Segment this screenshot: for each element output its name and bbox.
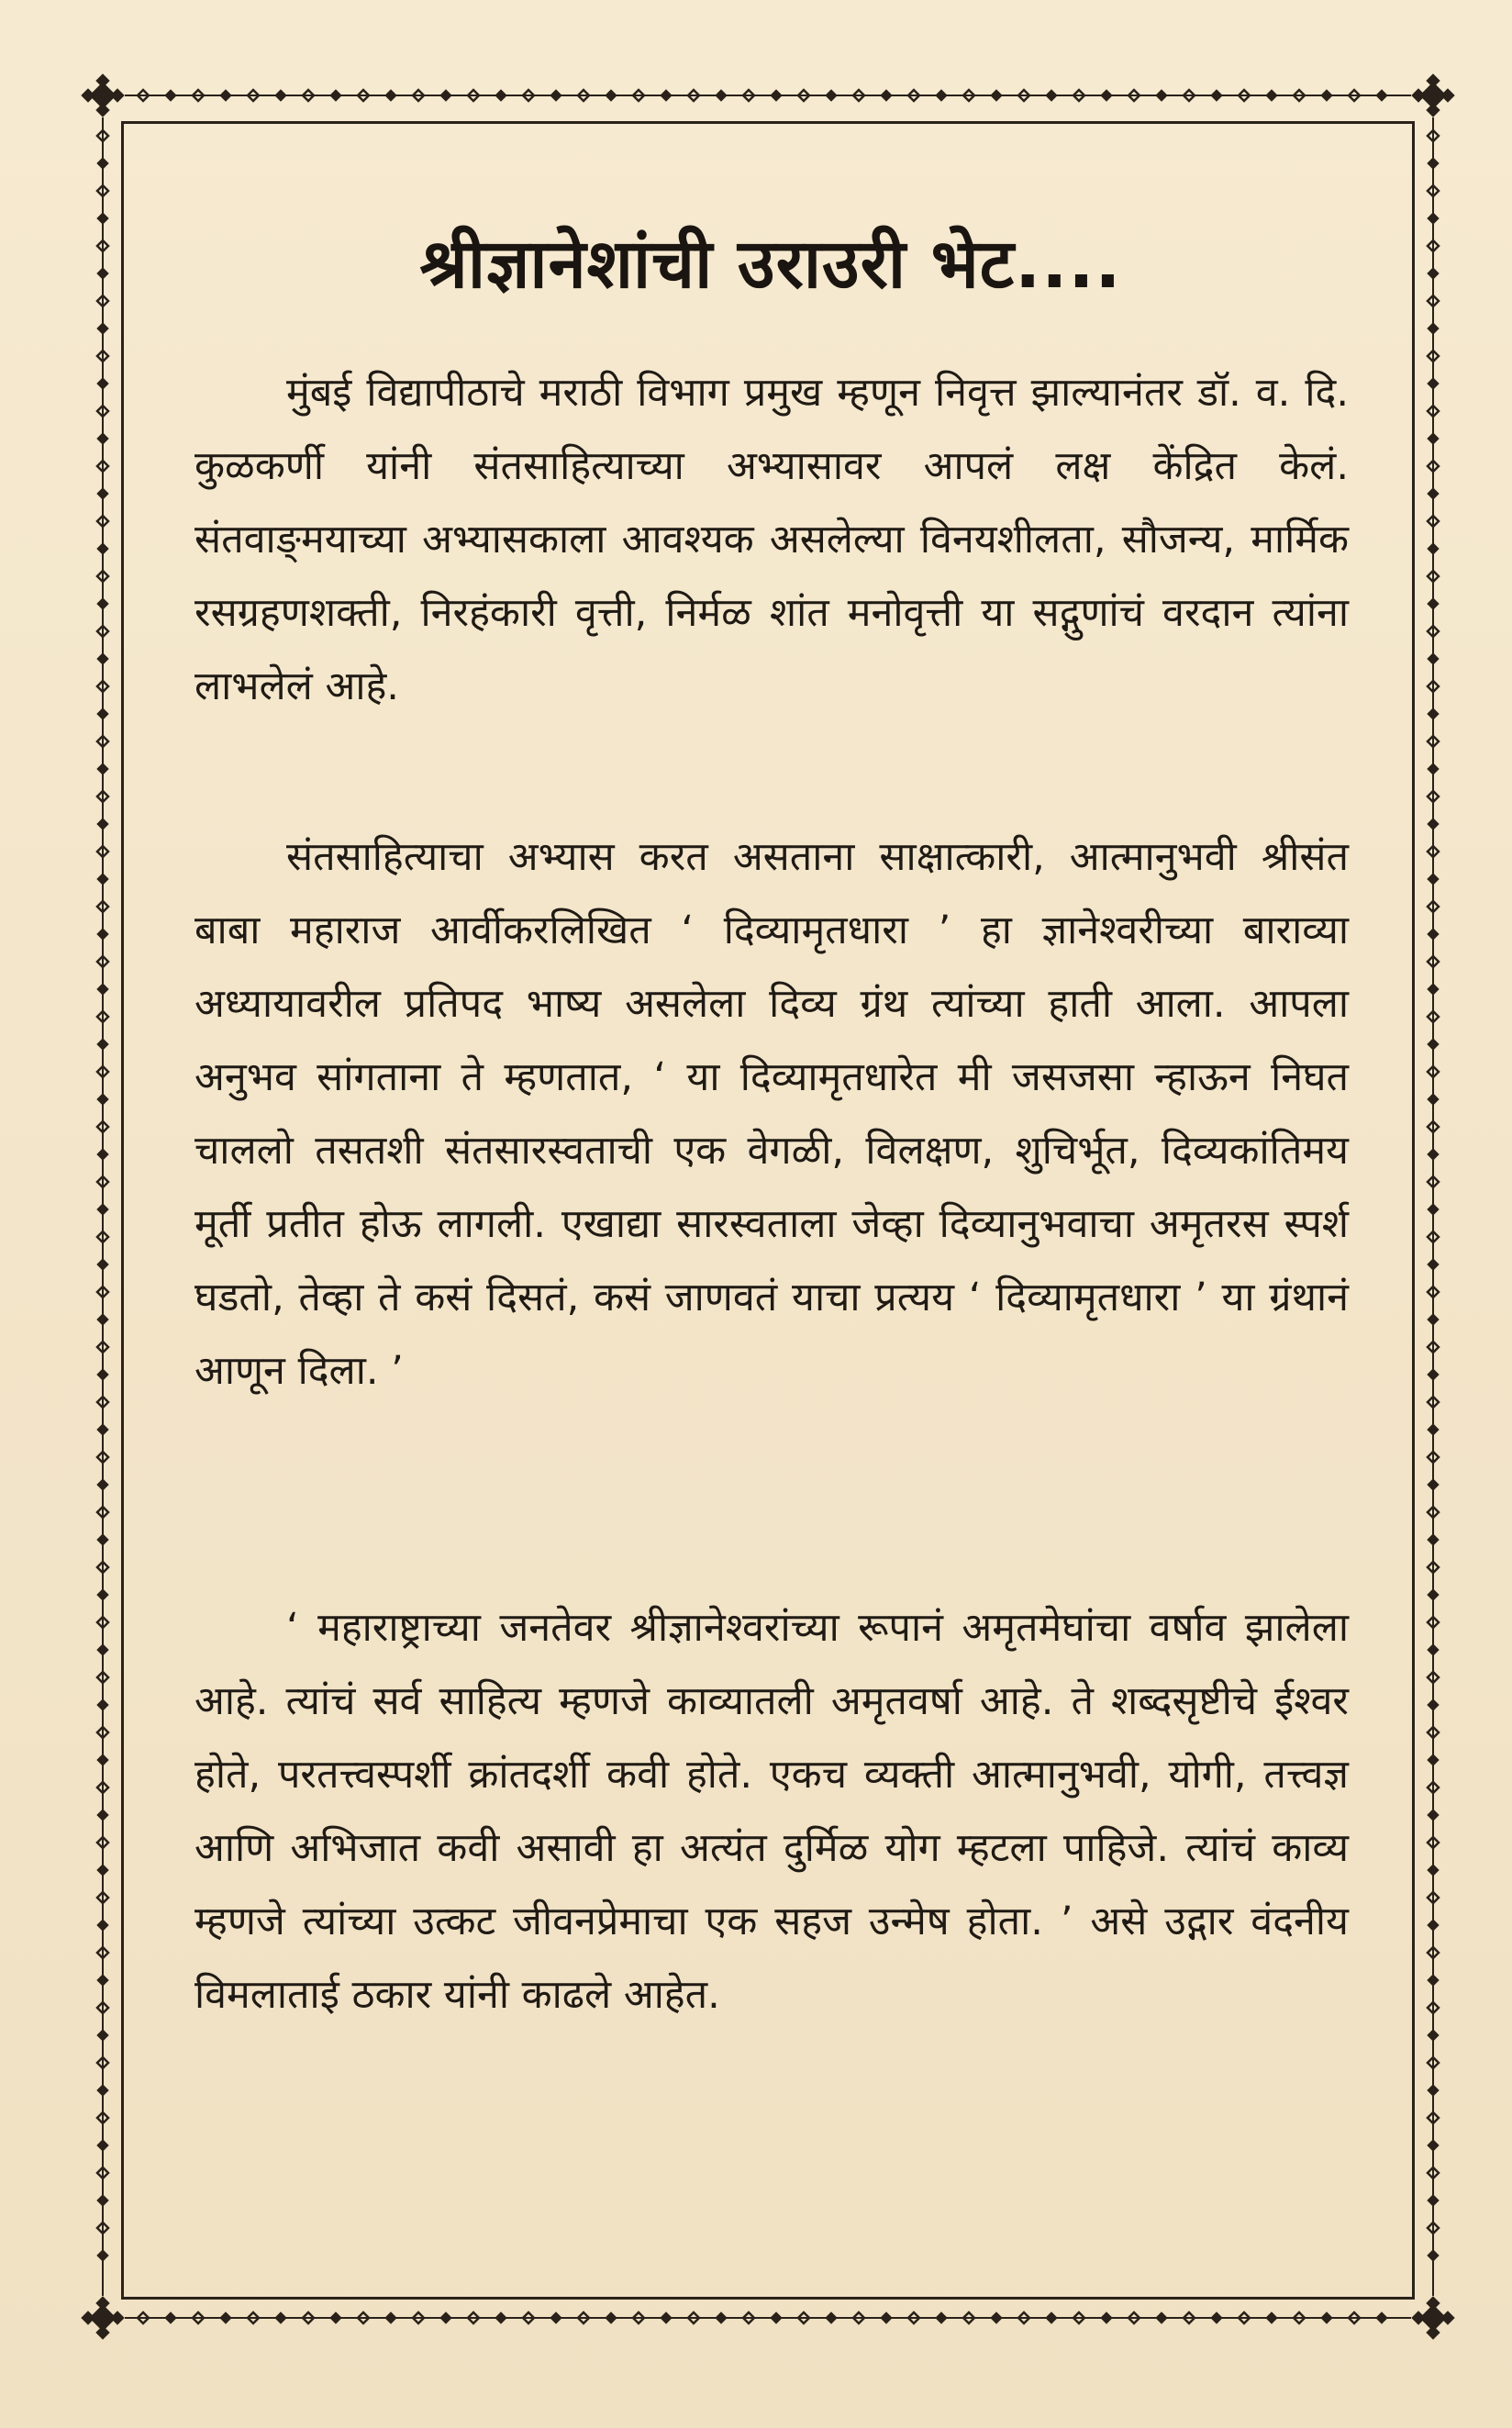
border-diamond-icon	[1428, 433, 1439, 444]
border-diamond-icon	[275, 90, 286, 101]
border-diamond-icon	[97, 1699, 108, 1710]
border-diamond-icon	[385, 90, 396, 101]
border-diamond-icon	[716, 2312, 727, 2323]
border-diamond-icon	[97, 1644, 108, 1655]
border-diamond-icon	[82, 89, 94, 102]
border-diamond-icon	[1046, 2312, 1057, 2323]
border-diamond-icon	[97, 1314, 108, 1325]
border-diamond-icon	[716, 90, 727, 101]
border-diamond-icon	[97, 543, 108, 554]
paragraph-text: मुंबई विद्यापीठाचे मराठी विभाग प्रमुख म्हणून निवृत्त झाल्यानंतर डॉ. व. दि. कुळकर्णी यांनी संतसाहित्याच्या अभ्यासावर आपलं लक्ष केंद्रित केलं. संतवाङ्‍मयाच्या अभ्यासकाला आवश्यक असलेल्या विनयशीलता, सौजन्य, मार्मिक रसग्रहणशक्ती, निरहंकारी वृत्ती, निर्मळ शांत मनोवृत्ती या सद्गुणांचं वरदान त्यांना लाभलेलं आहे.	[195, 370, 1349, 709]
border-diamond-icon	[97, 323, 108, 334]
border-diamond-icon	[826, 2312, 837, 2323]
border-diamond-icon	[881, 2312, 892, 2323]
border-diamond-icon	[1428, 598, 1439, 609]
border-diamond-icon	[1428, 929, 1439, 940]
border-diamond-icon	[1428, 158, 1439, 169]
border-diamond-icon	[330, 2312, 341, 2323]
border-diamond-icon	[330, 90, 341, 101]
border-diamond-icon	[1428, 1810, 1439, 1821]
border-diamond-icon	[1376, 2312, 1387, 2323]
border-diamond-icon	[97, 819, 108, 830]
border-diamond-icon	[1428, 653, 1439, 664]
border-diamond-icon	[1211, 2312, 1222, 2323]
border-diamond-icon	[97, 1149, 108, 1160]
border-diamond-icon	[1428, 2195, 1439, 2206]
border-diamond-icon	[991, 90, 1002, 101]
paragraph-text: संतसाहित्याचा अभ्यास करत असताना साक्षात्कारी, आत्मानुभवी श्रीसंत बाबा महाराज आर्वीकरलिखित ‘ दिव्यामृतधारा ’ हा ज्ञानेश्वरीच्या बाराव्या अध्यायावरील प्रतिपद भाष्य असलेला दिव्य ग्रंथ त्यांच्या हाती आला. आपला अनुभव सांगताना ते म्हणतात, ‘ या दिव्यामृतधारेत मी जसजसा न्हाऊन निघत चाललो तसतशी संतसारस्वताची एक वेगळी, विलक्षण, शुचिर्भूत, दिव्यकांतिमय मूर्ती प्रतीत होऊ लागली. एखाद्या सारस्वताला जेव्हा दिव्यानुभवाचा अमृतरस स्पर्श घडतो, तेव्हा ते कसं दिसतं, कसं जाणवतं याचा प्रत्यय ‘ दिव्यामृतधारा ’ या ग्रंथानं आणून दिला. ’	[195, 834, 1349, 1394]
border-diamond-icon	[97, 1754, 108, 1765]
border-diamond-icon	[1428, 1039, 1439, 1050]
border-diamond-icon	[1428, 1975, 1439, 1986]
border-diamond-icon	[1428, 1149, 1439, 1160]
border-diamond-icon	[771, 2312, 782, 2323]
border-diamond-icon	[97, 2030, 108, 2041]
border-diamond-icon	[440, 2312, 451, 2323]
border-diamond-icon	[97, 653, 108, 664]
border-diamond-icon	[1211, 90, 1222, 101]
border-diamond-icon	[1428, 543, 1439, 554]
border-diamond-icon	[1428, 1920, 1439, 1931]
border-diamond-icon	[550, 90, 561, 101]
border-diamond-icon	[826, 90, 837, 101]
border-diamond-icon	[1428, 488, 1439, 499]
border-diamond-icon	[1428, 1094, 1439, 1105]
border-diamond-icon	[1428, 1754, 1439, 1765]
border-diamond-icon	[97, 1865, 108, 1876]
border-diamond-icon	[97, 2085, 108, 2096]
border-diamond-icon	[1428, 763, 1439, 774]
border-diamond-icon	[1427, 74, 1440, 87]
border-diamond-icon	[1428, 2250, 1439, 2261]
border-diamond-icon	[97, 1204, 108, 1215]
border-diamond-icon	[97, 213, 108, 224]
border-diamond-icon	[96, 104, 109, 117]
border-diamond-icon	[97, 874, 108, 885]
border-diamond-icon	[1428, 268, 1439, 279]
border-diamond-icon	[1428, 1424, 1439, 1435]
border-diamond-icon	[1412, 2311, 1425, 2324]
border-diamond-icon	[495, 2312, 506, 2323]
border-diamond-icon	[385, 2312, 396, 2323]
border-diamond-icon	[97, 1369, 108, 1380]
border-diamond-icon	[97, 1975, 108, 1986]
border-diamond-icon	[97, 1039, 108, 1050]
border-diamond-icon	[165, 90, 176, 101]
border-diamond-icon	[1427, 104, 1440, 117]
border-diamond-icon	[1266, 2312, 1277, 2323]
border-diamond-icon	[495, 90, 506, 101]
border-diamond-icon	[1428, 2030, 1439, 2041]
border-diamond-icon	[661, 90, 672, 101]
border-diamond-icon	[1428, 1644, 1439, 1655]
border-diamond-icon	[550, 2312, 561, 2323]
border-diamond-icon	[1376, 90, 1387, 101]
border-diamond-icon	[97, 268, 108, 279]
border-diamond-icon	[1428, 1534, 1439, 1545]
border-diamond-icon	[97, 158, 108, 169]
border-diamond-icon	[97, 1479, 108, 1490]
border-diamond-icon	[606, 90, 617, 101]
border-diamond-icon	[1428, 1589, 1439, 1600]
border-diamond-icon	[97, 929, 108, 940]
border-diamond-icon	[1428, 2140, 1439, 2151]
border-diamond-icon	[1427, 2326, 1440, 2339]
border-diamond-icon	[97, 378, 108, 389]
border-diamond-icon	[220, 90, 231, 101]
border-diamond-icon	[97, 2250, 108, 2261]
border-diamond-icon	[1441, 89, 1454, 102]
paragraph-1	[195, 356, 1349, 723]
border-diamond-icon	[96, 74, 109, 87]
border-diamond-icon	[111, 89, 124, 102]
border-diamond-icon	[97, 763, 108, 774]
border-diamond-icon	[111, 2311, 124, 2324]
page-title: श्रीज्ञानेशांची उराउरी भेट....	[419, 224, 1122, 304]
border-diamond-icon	[97, 984, 108, 995]
border-diamond-icon	[1321, 90, 1332, 101]
border-diamond-icon	[275, 2312, 286, 2323]
border-diamond-icon	[97, 488, 108, 499]
border-diamond-icon	[1428, 1699, 1439, 1710]
border-diamond-icon	[97, 1534, 108, 1545]
border-diamond-icon	[96, 2297, 109, 2310]
border-diamond-icon	[1156, 2312, 1167, 2323]
border-diamond-icon	[97, 1094, 108, 1105]
border-diamond-icon	[1428, 1259, 1439, 1270]
border-diamond-icon	[97, 1589, 108, 1600]
border-diamond-icon	[1412, 89, 1425, 102]
border-diamond-icon	[1427, 2297, 1440, 2310]
border-diamond-icon	[220, 2312, 231, 2323]
border-diamond-icon	[1101, 90, 1112, 101]
border-diamond-icon	[97, 1259, 108, 1270]
border-diamond-icon	[97, 1920, 108, 1931]
border-diamond-icon	[881, 90, 892, 101]
paragraph-text: ‘ महाराष्ट्राच्या जनतेवर श्रीज्ञानेश्वरांच्या रूपानं अमृतमेघांचा वर्षाव झालेला आहे. त्यांचं सर्व साहित्य म्हणजे काव्यातली अमृतवर्षा आहे. ते शब्दसृष्टीचे ईश्वर होते, परतत्त्वस्पर्शी क्रांतदर्शी कवी होते. एकच व्यक्ती आत्मानुभवी, योगी, तत्त्वज्ञ आणि अभिजात कवी असावी हा अत्यंत दुर्मिळ योग म्हटला पाहिजे. त्यांचं काव्य म्हणजे त्यांच्या उत्कट जीवनप्रेमाचा एक सहज उन्मेष होता. ’ असे उद्गार वंदनीय विमलाताई ठकार यांनी काढले आहेत.	[195, 1605, 1349, 2018]
border-diamond-icon	[661, 2312, 672, 2323]
border-diamond-icon	[606, 2312, 617, 2323]
border-diamond-icon	[1428, 1369, 1439, 1380]
border-diamond-icon	[936, 90, 947, 101]
border-diamond-icon	[1428, 378, 1439, 389]
border-diamond-icon	[1441, 2311, 1454, 2324]
border-diamond-icon	[1428, 2085, 1439, 2096]
paragraph-3	[195, 1591, 1349, 2032]
border-diamond-icon	[1428, 1204, 1439, 1215]
border-diamond-icon	[97, 433, 108, 444]
border-diamond-icon	[991, 2312, 1002, 2323]
border-diamond-icon	[96, 2326, 109, 2339]
border-diamond-icon	[1321, 2312, 1332, 2323]
border-diamond-icon	[936, 2312, 947, 2323]
border-diamond-icon	[165, 2312, 176, 2323]
border-diamond-icon	[1428, 984, 1439, 995]
border-diamond-icon	[97, 598, 108, 609]
paragraph-2	[195, 820, 1349, 1408]
border-diamond-icon	[1428, 1479, 1439, 1490]
border-diamond-icon	[1266, 90, 1277, 101]
border-diamond-icon	[82, 2311, 94, 2324]
border-diamond-icon	[771, 90, 782, 101]
border-diamond-icon	[440, 90, 451, 101]
border-diamond-icon	[97, 1810, 108, 1821]
border-diamond-icon	[1156, 90, 1167, 101]
border-diamond-icon	[1428, 1314, 1439, 1325]
border-diamond-icon	[1428, 708, 1439, 719]
border-diamond-icon	[1101, 2312, 1112, 2323]
border-diamond-icon	[97, 2195, 108, 2206]
border-diamond-icon	[1428, 819, 1439, 830]
border-diamond-icon	[1428, 323, 1439, 334]
border-diamond-icon	[97, 2140, 108, 2151]
border-diamond-icon	[1428, 1865, 1439, 1876]
border-diamond-icon	[1428, 213, 1439, 224]
border-diamond-icon	[1046, 90, 1057, 101]
border-diamond-icon	[97, 1424, 108, 1435]
border-diamond-icon	[97, 708, 108, 719]
border-diamond-icon	[1428, 874, 1439, 885]
